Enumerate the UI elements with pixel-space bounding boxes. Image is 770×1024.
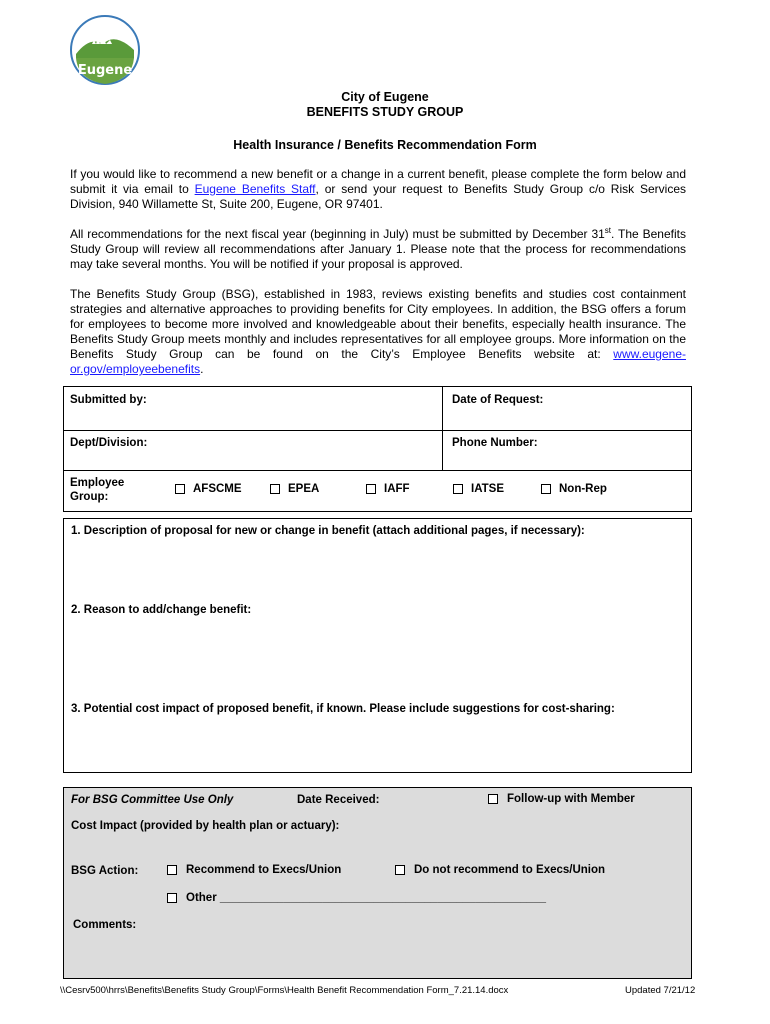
iatse-checkbox[interactable] xyxy=(453,484,463,494)
form-title: Health Insurance / Benefits Recommendation Form xyxy=(233,138,537,152)
logo-text: Eugene xyxy=(77,63,133,78)
city-logo xyxy=(70,14,140,86)
submitted-row xyxy=(64,387,691,431)
iatse-label: IATSE xyxy=(471,483,505,495)
phone-number-label: Phone Number: xyxy=(452,437,538,449)
epea-label: EPEA xyxy=(288,483,320,495)
not-recommend-label: Do not recommend to Execs/Union xyxy=(414,864,606,876)
iaff-checkbox[interactable] xyxy=(366,484,376,494)
proposal-box[interactable] xyxy=(63,518,692,773)
submitted-by-label: Submitted by: xyxy=(70,394,147,406)
intro-paragraph-3: The Benefits Study Group (BSG), established in 1983, reviews existing benefits and studies cost containment strategies and alternative approaches to providing benefits for City employees. In addition, the BSG offers a forum for employees to become more involved and knowledgeable about their benefits, especially health insurance. The Benefits Study Group meets monthly and includes representatives for all employee groups. More information on the Benefits Study Group can be found on the City’s Employee Benefits website at: www.eugene-or.gov/employeebenefits. xyxy=(70,287,686,376)
updated-date: Updated 7/21/12 xyxy=(625,985,696,996)
afscme-label: AFSCME xyxy=(193,483,242,495)
follow-up-label: Follow-up with Member xyxy=(507,793,635,805)
date-received-label: Date Received: xyxy=(297,794,380,806)
requester-info-box xyxy=(63,386,692,512)
recommend-label: Recommend to Execs/Union xyxy=(186,864,342,876)
iaff-label: IAFF xyxy=(384,483,410,495)
committee-use-only-label: For BSG Committee Use Only xyxy=(71,794,234,806)
non-rep-checkbox[interactable] xyxy=(541,484,551,494)
recommend-checkbox[interactable] xyxy=(167,865,177,875)
other-label: Other ___________________________________________________ xyxy=(186,892,547,904)
employee-group-row xyxy=(64,471,691,513)
intro-paragraph-2: All recommendations for the next fiscal year (beginning in July) must be submitted by December 31st. The Benefits Study Group will review all recommendations after January 1. Please note that the process for recommendations may take several months. You will be notified if your proposal is approved. xyxy=(70,226,686,271)
cost-impact-label: Cost Impact (provided by health plan or actuary): xyxy=(71,820,340,832)
intro-paragraph-1: If you would like to recommend a new benefit or a change in a current benefit, please complete the form below and submit it via email to Eugene Benefits Staff, or send your request to Benefits Study Group c/o Risk Services Division, 940 Willamette St, Suite 200, Eugene, OR 97401. xyxy=(70,167,686,211)
dept-division-label: Dept/Division: xyxy=(70,437,148,449)
employee-group-label: Employee Group: xyxy=(70,477,125,503)
question-2-label: 2. Reason to add/change benefit: xyxy=(71,604,252,616)
date-of-request-label: Date of Request: xyxy=(452,394,544,406)
not-recommend-checkbox[interactable] xyxy=(395,865,405,875)
question-3-label: 3. Potential cost impact of proposed benefit, if known. Please include suggestions for cost-sharing: xyxy=(71,703,615,715)
comments-label: Comments: xyxy=(73,919,137,931)
employee-benefits-link[interactable]: www.eugene-or.gov/employeebenefits xyxy=(70,347,686,376)
question-1-label: 1. Description of proposal for new or change in benefit (attach additional pages, if necessary): xyxy=(71,525,585,537)
document-path: \\Cesrv500\hrrs\Benefits\Benefits Study Group\Forms\Health Benefit Recommendation Form_7.21.14.docx xyxy=(60,985,509,996)
eugene-benefits-staff-link[interactable]: Eugene Benefits Staff xyxy=(194,182,316,196)
city-name: City of Eugene xyxy=(341,90,429,104)
dept-row xyxy=(64,431,691,471)
bsg-action-label: BSG Action: xyxy=(71,865,139,877)
non-rep-label: Non-Rep xyxy=(559,483,607,495)
epea-checkbox[interactable] xyxy=(270,484,280,494)
other-checkbox[interactable] xyxy=(167,893,177,903)
follow-up-checkbox[interactable] xyxy=(488,794,498,804)
afscme-checkbox[interactable] xyxy=(175,484,185,494)
group-name: BENEFITS STUDY GROUP xyxy=(306,105,464,119)
committee-use-box xyxy=(63,787,692,979)
